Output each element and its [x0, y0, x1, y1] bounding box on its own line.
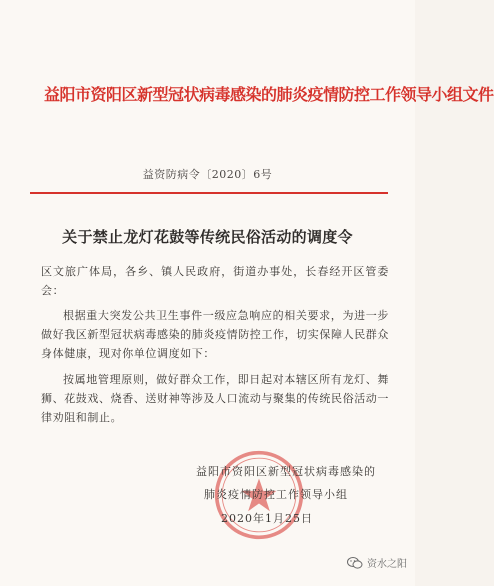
addressee-paragraph: 区文旅广体局，各乡、镇人民政府，街道办事处，长春经开区管委会：	[41, 265, 389, 297]
watermark-text: 资水之阳	[367, 559, 407, 570]
document-title: 关于禁止龙灯花鼓等传统民俗活动的调度令	[62, 228, 353, 246]
red-divider-line	[30, 192, 388, 194]
org-header-title: 益阳市资阳区新型冠状病毒感染的肺炎疫情防控工作领导小组文件	[44, 85, 494, 104]
document-number: 益资防病令〔2020〕6号	[142, 168, 273, 181]
signature-line-2: 肺炎疫情防控工作领导小组	[204, 488, 348, 501]
body-paragraph-1: 根据重大突发公共卫生事件一级应急响应的相关要求，为进一步做好我区新型冠状病毒感染的肺炎疫情防控工作，切实保障人民群众身体健康，现对你单位调度如下：	[41, 309, 389, 360]
signature-date: 2020年1月25日	[221, 512, 313, 525]
wechat-icon	[347, 556, 363, 570]
body-paragraph-2: 按属地管理原则，做好群众工作，即日起对本辖区所有龙灯、舞狮、花鼓戏、烧香、送财神等涉及人口流动与聚集的传统民俗活动一律劝阻和制止。	[41, 373, 389, 424]
watermark	[347, 555, 407, 570]
signature-line-1: 益阳市资阳区新型冠状病毒感染的	[196, 465, 376, 478]
